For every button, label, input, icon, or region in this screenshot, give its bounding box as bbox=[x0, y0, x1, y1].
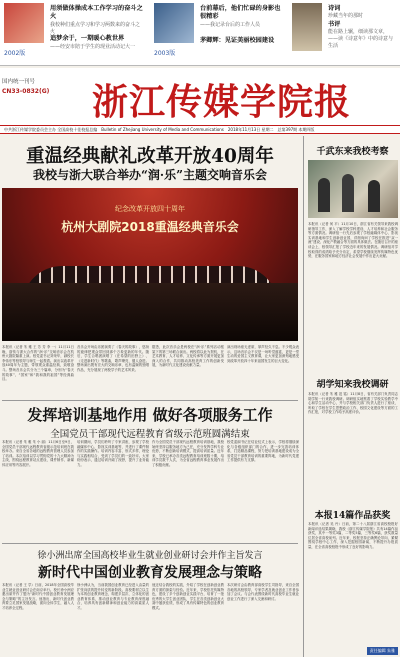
main-column bbox=[0, 136, 300, 657]
photo-banner-small: 纪念改革开放四十周年 bbox=[115, 205, 185, 213]
preview-headline: 用须做体操成本工作学习的奋斗之火 bbox=[50, 5, 143, 20]
third-subhead: 徐小洲出席全国高校毕业生就业创业研讨会并作主旨发言 bbox=[37, 551, 263, 561]
preview-summary: 能在路上辗，细读那文章，——读《诗意年》中的诗意与生活 bbox=[328, 29, 394, 49]
third-body: 他还结合我校的实践，介绍了学校在创新创业教育方面的探索与经验。近年来，学校依托传媒特色，建设了多个创新创业实践平台，培育了一批优秀的大学生创业团队，学生在各类创新创业大赛中屡获佳绩，形成了具有传媒特色的创业教育模式。 bbox=[152, 583, 224, 610]
second-body: 校党委副书记在结业仪式上表示，学校将继续深化与各级组织部门的合作，进一步完善培训体系，打造精品课程，努力把培训基地建设成为全省党员干部教育培训的重要阵地，为新时代党建工作提供有力支撑。 bbox=[227, 440, 299, 463]
section-divider bbox=[2, 543, 298, 544]
issue-number: 总第397期 本期四版 bbox=[277, 126, 315, 132]
photo-banner-big: 杭州大剧院2018重温经典音乐会 bbox=[61, 220, 239, 234]
lead-subhead: 我校与浙大联合举办“润·乐”主题交响音乐会 bbox=[33, 168, 267, 182]
stage-shape bbox=[2, 283, 298, 341]
second-subhead: 全国党员干部现代远程教育省级示范班圆满结束 bbox=[50, 429, 250, 440]
sidebar-column bbox=[303, 136, 400, 657]
preview-thumbnail bbox=[292, 3, 322, 51]
meta-bar bbox=[0, 125, 400, 134]
masthead bbox=[0, 68, 400, 126]
sidebar-body: 本报讯（记者 何 平）11月10日，浙江省有关领导来我校调研指导工作，深入了解学校学科建设、人才培养和社会服务等方面情况。调研组一行先后参观了学校融媒体中心、影视实训基地和学生创新创业园，详细询问了学校在推进“双一流”建设、深化产教融合等方面的具体做法。在随后召开的座谈会上，校领导汇报了学校近年来的发展情况。调研组对学校取得的成绩给予充分肯定，希望学校继续发挥传媒特色优势，在服务国家和地方经济社会发展中作出更大贡献。 bbox=[308, 222, 398, 259]
sidebar-headline[interactable]: 千武东来我校考察 bbox=[316, 147, 389, 157]
english-title: Bulletin of Zhejiang University of Media and Communications bbox=[101, 127, 224, 132]
editor-tag: 责任编辑 朱雅 bbox=[367, 647, 398, 655]
preview-headline: 追梦余于，一期暖心教世界 bbox=[50, 35, 125, 42]
lead-headline[interactable]: 重温经典献礼改革开放40周年 bbox=[26, 146, 274, 167]
issue-label: 国内统一刊号 bbox=[2, 79, 36, 85]
section-divider bbox=[2, 400, 298, 401]
second-body: 作为全国党员干部现代远程教育培训基地，我校始终坚持以服务地方为己任，充分发挥学科专业优势，不断创新培训模式，提高培训质量。近年来，学校已承办各类远程教育培训班数十期，培训学员数千人次，为全省远程教育事业发展作出了积极贡献。 bbox=[152, 440, 224, 467]
preview-thumbnail bbox=[4, 3, 44, 43]
preview-summary: 我校种们重点学习和学习两数来的奋斗之火 bbox=[50, 22, 141, 35]
third-body: 徐小洲认为，当前我国创业教育已经进入由量的扩张向质的提升转变的新阶段。高校要树立以生为本的创业教育理念，构建多层次、立体化的创业教育体系，推动创业教育与专业教育深度融合，培养具有创新精神和创业能力的高素质人才。 bbox=[77, 583, 149, 610]
issue-info bbox=[2, 78, 62, 96]
preview-summary: ——我记录台后的工作人员 bbox=[200, 22, 261, 28]
preview-item[interactable] bbox=[4, 3, 144, 63]
preview-item[interactable] bbox=[154, 3, 284, 63]
second-body: 本报讯（记者 朱 雅 朱 小 丽）11月6日至9日，全国党员干部现代远程教育省级示范培训班在我校举办。来自全省各地的远程教育管理人员参加了培训。本次培训以学习贯彻党的十九大精神为主线，围绕远程教育站点建设、课件制作、新媒体应用等内容展开。 bbox=[2, 440, 74, 467]
preview-headline: 诗词 bbox=[328, 5, 341, 12]
preview-strip bbox=[0, 0, 400, 66]
preview-summary: ——经安市陪于学生的现业活动记大一 bbox=[50, 44, 136, 50]
sidebar-body: 本报讯（记者 吴 丹）日前，第二十八届浙江省高校校报好新闻评选结果揭晓，我校《浙江传媒学院报》共有14篇作品获奖，其中一等奖3篇，二等奖5篇，三等奖6篇，获奖数量位居全省高校前列。近年来，校报坚持正确舆论导向，紧紧围绕学校中心工作，深入挖掘校园新闻，不断提升办报质量，在全省高校校报中形成了良好的影响力。 bbox=[308, 522, 398, 549]
lead-body: 本报讯（记者 朱 雅 王 芳 芳 李 一）11月11日晚，浙传与浙大合作的“润·乐”交响音乐会在杭州大剧院隆重上演。校党委书记刘荣华，副校长李伟东等校领导与师生一起观看。演出以改革开放40周年为主题，带领观众重温经典，致敬奋斗。整场音乐会共分为三个篇章，分别为“春天的故事”、“国家”和“我和我的祖国”等经典曲目。 bbox=[2, 345, 74, 382]
preview-tag: 2002版 bbox=[4, 50, 26, 57]
second-body: 培训期间，学员们聆听了专家讲座，参观了学校融媒体中心、影视实训基地等，并进行了课件制作的实践操作。培训内容丰富、形式多样，理论与实践相结合，受到了学员们的一致好评。大家纷纷表示，通过培训开阔了视野，提升了业务能力。 bbox=[77, 440, 149, 467]
issue-code: CN33-0832(G) bbox=[2, 88, 50, 95]
lead-body: 音乐会开场由乐团演奏了《春天的故事》，悠扬的旋律把观众带回到那个万象更新的年代。随后，学生合唱团演唱了《在希望的田野上》、《走进新时代》等歌曲，歌声嘹亮，催人奋进。整场演出既有宏大的交响乐章，也有温婉的独唱作品，充分展现了两校学子的艺术风采。 bbox=[77, 345, 149, 372]
third-headline[interactable]: 新时代中国创业教育发展理念与策略 bbox=[38, 565, 262, 581]
preview-tag: 2003版 bbox=[154, 50, 176, 57]
third-body: 本次研讨会由教育部高校学生司指导，来自全国各地的高校领导、专家学者及就业创业工作者参加了会议。与会代表围绕新时代高校毕业生就业创业工作进行了深入交流和研讨。 bbox=[227, 583, 299, 601]
lead-body: 演出现场座无虚席，掌声经久不息。不少观众表示，这场音乐会不仅是一场听觉盛宴，更是一堂生动的爱国主义教育课，让大家更加深刻地感受到改革开放四十年来祖国发生的巨大变化。 bbox=[227, 345, 299, 363]
preview-thumbnail bbox=[154, 3, 194, 43]
preview-headline: 书评 bbox=[328, 21, 341, 28]
sidebar-headline[interactable]: 本报14篇作品获奖 bbox=[314, 511, 391, 521]
sidebar-headline[interactable]: 胡学知来我校调研 bbox=[316, 380, 389, 390]
person-shape bbox=[368, 180, 380, 212]
concert-photo bbox=[2, 188, 298, 341]
publish-date: 2018年11月13日 星期二 bbox=[227, 126, 274, 132]
preview-item[interactable] bbox=[292, 3, 396, 63]
newspaper-title: 浙江传媒学院报 bbox=[92, 81, 352, 123]
preview-headline: 茅卿辉：见证美丽校园建设 bbox=[200, 37, 275, 44]
person-shape bbox=[342, 174, 354, 212]
sidebar-photo bbox=[308, 160, 398, 218]
publisher: 中共浙江传媒学院委员会主办 全国高校十佳校报总编 bbox=[4, 126, 98, 132]
lead-body: 据悉，此次音乐会是两校在“润·乐”系列活动框架下的第三场联合演出。两校将以此为契机，在艺术教育、人才培养、文化传承等方面开展更加深入的合作，共同推动高校美育工作的创新发展，为新时代文化建设贡献力量。 bbox=[152, 345, 224, 368]
preview-headline: 台前幕后，他们忙碌的身影也很精彩 bbox=[200, 5, 281, 20]
person-shape bbox=[318, 178, 330, 212]
third-body: 本报讯（记者 王 学）日前，2018年全国高校毕业生就业创业研讨会在南京举行。校长徐小洲应邀出席并作了题为“新时代中国创业教育发展理念与策略”的主旨发言。他指出，新时代创业教育要立足国家发展战略，面向全体学生，融入人才培养全过程。 bbox=[2, 583, 74, 610]
sidebar-body: 本报讯（记者 朱 雅 范 铭）11月8日，省有关部门负责同志胡学知一行来我校调研。调研组实地察看了学校实验教学中心和学生活动中心，并与学校相关部门负责人进行了座谈，听取了学校在学生思想政治工作、校园文化建设等方面的工作汇报，对学校工作给予高度评价。 bbox=[308, 392, 398, 415]
second-headline[interactable]: 发挥培训基地作用 做好各项服务工作 bbox=[27, 406, 273, 424]
preview-summary: 珍藏当年的那时 bbox=[328, 13, 364, 19]
